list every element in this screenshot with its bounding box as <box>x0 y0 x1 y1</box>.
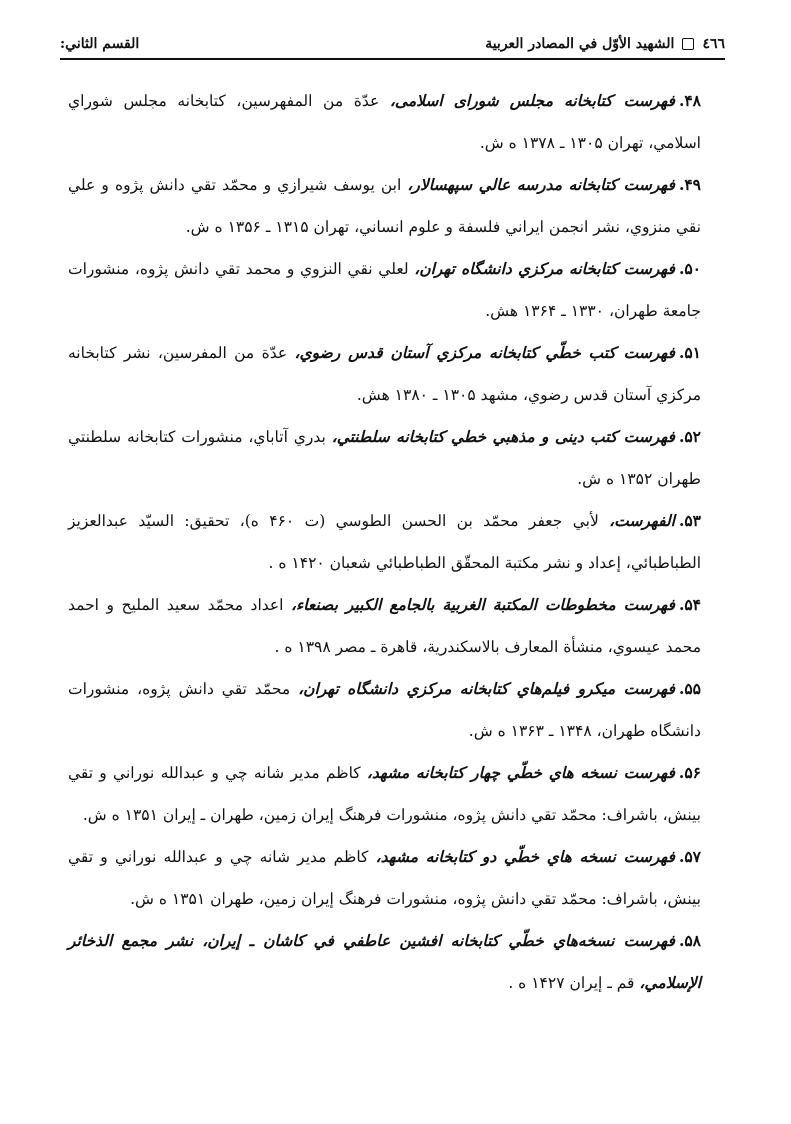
entry-title: فهرست نسخه‌هاي خطّي کتابخانه افشين عاطفي في كاشان ـ إيران، نشر مجمع الذخائر الإسلامي، <box>68 931 701 992</box>
entry-title: فهرست ميكرو فيلم‌هاي کتابخانه مرکزي دانشگاه تهران، <box>298 679 675 698</box>
entry-text: اعداد محمّد سعيد المليح و احمد محمد عيسوي، منشأة المعارف بالاسكندرية، قاهرة ـ مصر ۱۳۹۸ ه . <box>68 596 701 656</box>
entry-text: محمّد تقي دانش پژوه، منشورات دانشگاه طهران، ۱۳۴۸ ـ ۱۳۶۳ ه ش. <box>68 680 701 740</box>
page-number: ٤٦٦ <box>702 36 725 52</box>
entry-title: فهرست کتابخانه مرکزي دانشگاه تهران، <box>414 259 675 278</box>
entry-number: ۵۶. <box>678 763 701 782</box>
book-title: الشهيد الأوّل في المصادر العربية <box>485 36 675 52</box>
entry-number: ۵۱. <box>678 343 701 362</box>
list-item <box>68 752 723 836</box>
entry-number: ۵۵. <box>678 679 701 698</box>
entry-title: الفهرست، <box>609 511 675 530</box>
entry-text: قم ـ إيران ۱۴۲۷ ه . <box>508 974 640 992</box>
entry-number: ۴۸. <box>678 91 702 110</box>
entry-text: عدّة من المفهرسين، كتابخانه مجلس شوراي اسلامي، تهران ۱۳۰۵ ـ ۱۳۷۸ ه ش. <box>68 92 701 152</box>
bibliography-list <box>68 80 723 1004</box>
entry-text: ابن يوسف شيرازي و محمّد تقي دانش پژوه و علي نقي منزوي، نشر انجمن ايراني فلسفة و علوم انساني، تهران ۱۳۱۵ ـ ۱۳۵۶ ه ش. <box>68 176 701 236</box>
entry-text: كاظم مدير شانه چي و عبدالله نوراني و تقي بينش، باشراف: محمّد تقي دانش پژوه، منشورات فرهنگ إيران زمين، طهران ـ إيران ۱۳۵۱ ه ش. <box>68 764 701 824</box>
entry-number: ۵۴. <box>678 595 702 614</box>
entry-title: فهرست کتب دينى و مذهبي خطي کتابخانه سلطنتي، <box>331 427 675 446</box>
entry-number: ۴۹. <box>678 175 701 194</box>
entry-title: فهرست نسخه هاي خطّي چهار کتابخانه مشهد، <box>366 763 675 782</box>
list-item <box>68 836 723 920</box>
entry-number: ۵۳. <box>678 511 701 530</box>
entry-number: ۵۲. <box>678 427 701 446</box>
entry-text: عدّة من المفرسين، نشر كتابخانه مركزي آستان قدس رضوي، مشهد ۱۳۰۵ ـ ۱۳۸۰ هش. <box>68 344 701 404</box>
entry-title: فهرست مخطوطات المكتبة الغربية بالجامع الكبير بصنعاء، <box>290 595 675 614</box>
list-item <box>68 164 723 248</box>
entry-title: فهرست کتابخانه مجلس شوراى اسلامی، <box>389 91 675 110</box>
entry-title: فهرست نسخه هاي خطّي دو کتابخانه مشهد، <box>375 847 675 866</box>
entry-title: فهرست کتابخانه مدرسه عالي سپهسالار، <box>407 175 675 194</box>
square-ornament-icon <box>682 38 694 50</box>
list-item <box>68 920 723 1004</box>
list-item <box>68 332 723 416</box>
section-label: القسم الثاني: <box>60 36 140 52</box>
entry-text: لعلي نقي النزوي و محمد تقي دانش پژوه، منشورات جامعة طهران، ۱۳۳۰ ـ ۱۳۶۴ هش. <box>68 260 701 320</box>
entry-text: كاظم مدير شانه چي و عبدالله نوراني و تقي بينش، باشراف: محمّد تقي دانش پژوه، منشورات فرهنگ إيران زمين، طهران ۱۳۵۱ ه ش. <box>68 848 701 908</box>
list-item <box>68 416 723 500</box>
header-divider <box>60 58 725 60</box>
entry-number: ۵۸. <box>678 931 701 950</box>
entry-title: فهرست کتب خطّي کتابخانه مرکزي آستان قدس رضوي، <box>294 343 675 362</box>
list-item <box>68 80 723 164</box>
list-item <box>68 248 723 332</box>
list-item <box>68 584 723 668</box>
entry-text: بدري آتاباي، منشورات كتابخانه سلطنتي طهران ۱۳۵۲ ه ش. <box>68 428 701 488</box>
entry-number: ۵۷. <box>678 847 701 866</box>
entry-number: ۵۰. <box>678 259 701 278</box>
header-running-title <box>485 36 725 52</box>
list-item <box>68 500 723 584</box>
list-item <box>68 668 723 752</box>
entry-text: لأبي جعفر محمّد بن الحسن الطوسي (ت ۴۶۰ ه)، تحقيق: السيّد عبدالعزيز الطباطبائي، إعداد و نشر مكتبة المحقّق الطباطبائي شعبان ۱۴۲۰ ه . <box>68 512 701 572</box>
